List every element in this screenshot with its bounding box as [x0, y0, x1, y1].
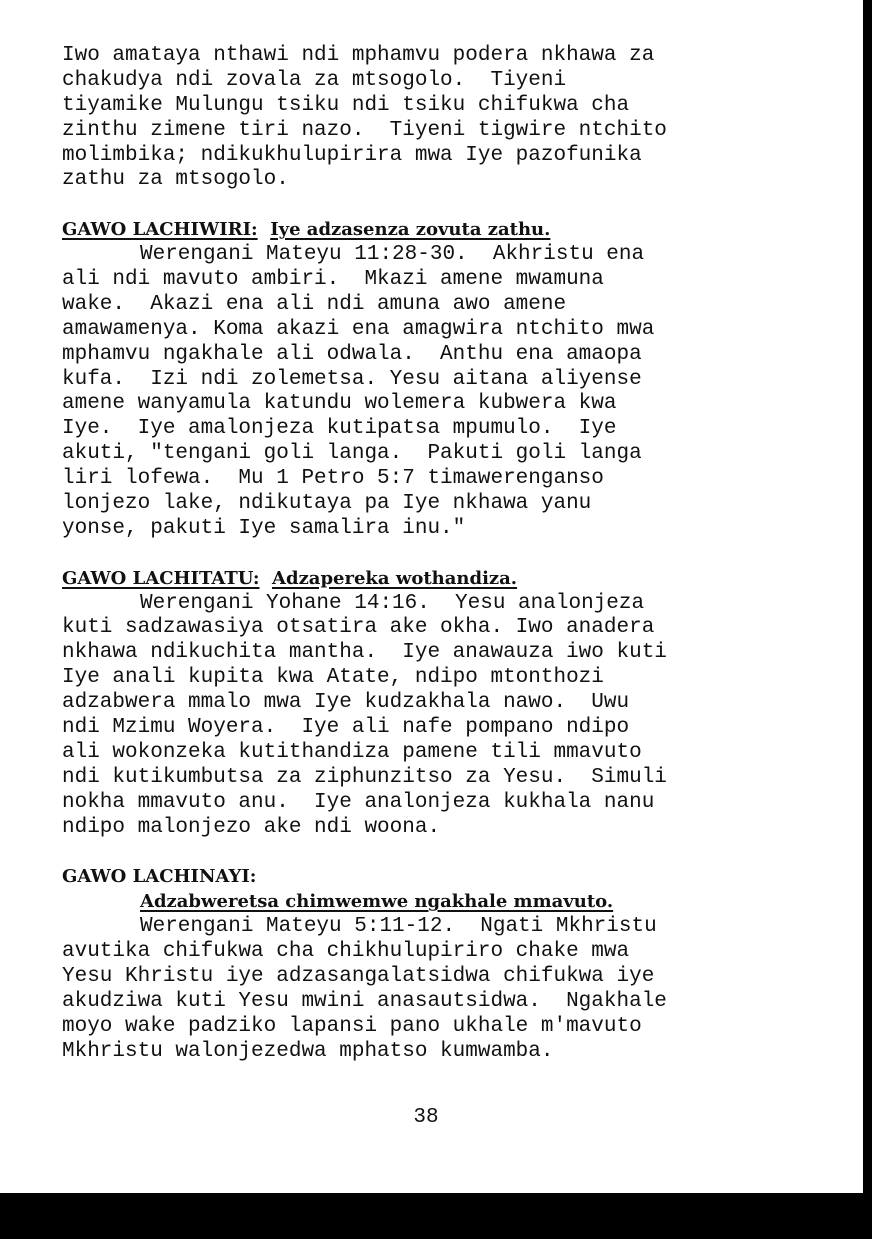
text-line: Mkhristu walonjezedwa mphatso kumwamba.	[62, 1039, 554, 1063]
text-line: molimbika; ndikukhulupirira mwa Iye pazofunika	[62, 143, 642, 167]
text-line: chakudya ndi zovala za mtsogolo. Tiyeni	[62, 68, 567, 92]
spacer	[62, 841, 797, 866]
text-line: zathu za mtsogolo.	[62, 168, 289, 192]
text-line: Iwo amataya nthawi ndi mphamvu podera nkhawa za	[62, 44, 655, 67]
text-line: Iye. Iye amalonjeza kutipatsa mpumulo. Iye	[62, 417, 617, 441]
text-line: amawamenya. Koma akazi ena amagwira ntchito mwa	[62, 317, 655, 341]
text-line: yonse, pakuti Iye samalira inu."	[62, 516, 466, 540]
text-line: liri lofewa. Mu 1 Petro 5:7 timawerenganso	[62, 467, 604, 491]
section-4	[62, 865, 797, 1064]
text-line: nokha mmavuto anu. Iye analonjeza kukhala nanu	[62, 790, 655, 814]
spacer	[62, 542, 797, 567]
text-line: akudziwa kuti Yesu mwini anasautsidwa. Ngakhale	[62, 989, 667, 1013]
section-title: Iye adzasenza zovuta zathu.	[270, 219, 551, 241]
text-line: Iye anali kupita kwa Atate, ndipo mtonthozi	[62, 666, 604, 690]
section-heading	[62, 890, 797, 915]
text-line: ndi kutikumbutsa za ziphunzitso za Yesu. Simuli	[62, 765, 667, 789]
text-line: adzabwera mmalo mwa Iye kudzakhala nawo. Uwu	[62, 691, 630, 715]
page-number: 38	[413, 1106, 439, 1129]
text-line: lonjezo lake, ndikutaya pa Iye nkhawa yanu	[62, 492, 592, 516]
section-3	[62, 567, 797, 841]
text-line: Yesu Khristu iye adzasangalatsidwa chifukwa iye	[62, 964, 655, 988]
text-line: akuti, "tengani goli langa. Pakuti goli langa	[62, 442, 642, 466]
text-line: Werengani Mateyu 11:28-30. Akhristu ena	[140, 243, 645, 267]
intro-paragraph	[62, 44, 797, 193]
section-label: GAWO LACHIWIRI:	[62, 219, 258, 241]
text-line: Werengani Mateyu 5:11-12. Ngati Mkhristu	[140, 915, 657, 939]
section-label: GAWO LACHITATU:	[62, 567, 260, 589]
text-line: Werengani Yohane 14:16. Yesu analonjeza	[140, 591, 645, 615]
text-line: amene wanyamula katundu wolemera kubwera kwa	[62, 392, 617, 416]
text-line: nkhawa ndikuchita mantha. Iye anawauza iwo kuti	[62, 641, 667, 665]
section-heading	[62, 218, 797, 243]
scan-edge-right	[863, 0, 872, 1239]
text-line: wake. Akazi ena ali ndi amuna awo amene	[62, 292, 567, 316]
text-line: zinthu zimene tiri nazo. Tiyeni tigwire ntchito	[62, 118, 667, 142]
text-line: ndipo malonjezo ake ndi woona.	[62, 815, 441, 839]
section-label: GAWO LACHINAYI:	[62, 866, 257, 888]
scan-edge-bottom	[0, 1193, 872, 1239]
text-line: kuti sadzawasiya otsatira ake okha. Iwo anadera	[62, 616, 655, 640]
text-line: moyo wake padziko lapansi pano ukhale m'mavuto	[62, 1014, 642, 1038]
section-2	[62, 218, 797, 542]
text-line: mphamvu ngakhale ali odwala. Anthu ena amaopa	[62, 342, 642, 366]
section-title: Adzapereka wothandiza.	[272, 567, 518, 589]
page-body	[62, 44, 797, 1065]
section-heading	[62, 567, 797, 592]
text-line: avutika chifukwa cha chikhulupiriro chake mwa	[62, 940, 630, 964]
text-line: tiyamike Mulungu tsiku ndi tsiku chifukwa cha	[62, 93, 630, 117]
section-title: Adzabweretsa chimwemwe ngakhale mmavuto.	[140, 891, 614, 913]
spacer	[62, 193, 797, 218]
text-line: ali ndi mavuto ambiri. Mkazi amene mwamuna	[62, 268, 604, 292]
text-line: ndi Mzimu Woyera. Iye ali nafe pompano ndipo	[62, 716, 630, 740]
text-line: kufa. Izi ndi zolemetsa. Yesu aitana aliyense	[62, 367, 642, 391]
text-line: ali wokonzeka kutithandiza pamene tili mmavuto	[62, 740, 642, 764]
